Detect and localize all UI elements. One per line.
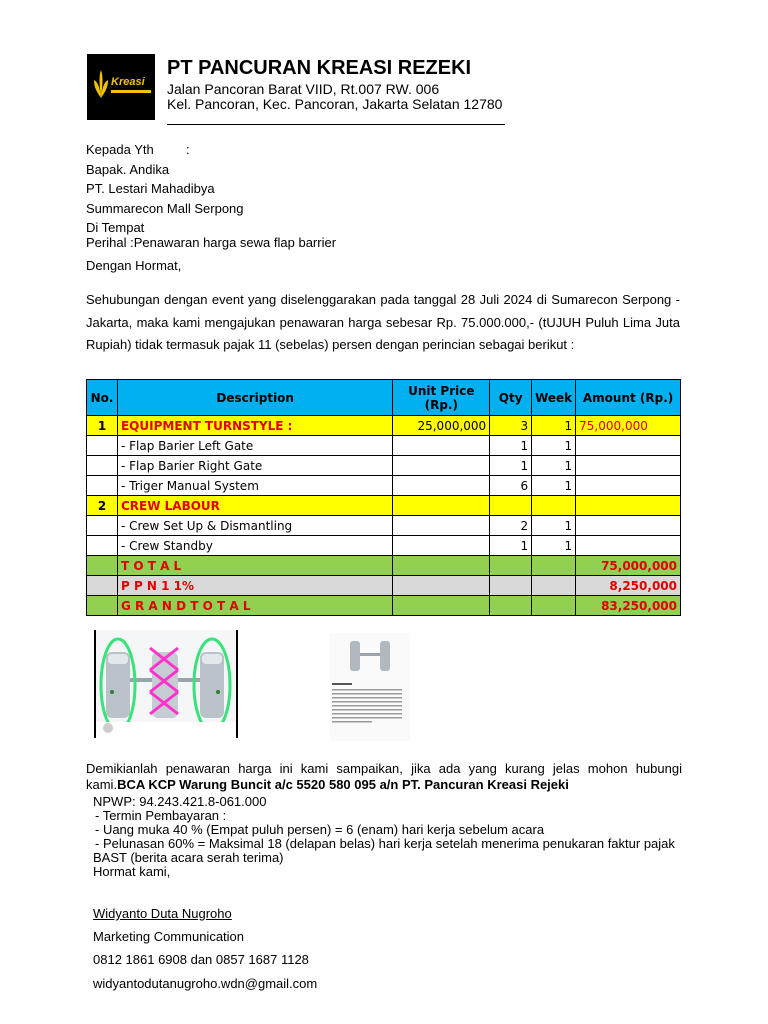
regards: Hormat kami, — [93, 864, 171, 879]
flap-barrier-photo — [94, 630, 238, 738]
table-row — [87, 436, 681, 456]
table-row-total — [87, 556, 681, 576]
flap-barrier-illustration — [96, 630, 236, 738]
table-row-grand-total — [87, 596, 681, 616]
logo-brand-text: Kreasi — [111, 76, 145, 88]
recipient-to-colon: : — [186, 142, 190, 157]
recipient-to-label: Kepada Yth — [86, 142, 154, 157]
logo-underline — [111, 90, 151, 93]
intro-paragraph: Sehubungan dengan event yang diselenggarakan pada tanggal 28 Juli 2024 di Sumarecon Serpong - Jakarta, maka kami mengajukan penawaran harga sebesar Rp. 75.000.000,- (tUJUH Puluh Lima Juta Rupiah) tidak termasuk pajak 11 (sebelas) persen dengan perincian sebagai berikut : — [86, 292, 680, 352]
cell-week: 1 — [532, 516, 576, 536]
cell-week: 1 — [532, 436, 576, 456]
header-amount: Amount (Rp.) — [576, 380, 681, 416]
recipient-place: Summarecon Mall Serpong — [86, 201, 244, 216]
fountain-logo-icon — [92, 68, 110, 100]
grand-total-label: G R A N D T O T A L — [117, 596, 392, 616]
payment-term-2-cont: BAST (berita acara serah terima) — [93, 850, 284, 865]
bank-account: BCA KCP Warung Buncit a/c 5520 580 095 a/n PT. Pancuran Kreasi Rejeki — [117, 777, 569, 792]
recipient-name: Bapak. Andika — [86, 162, 170, 177]
company-address-line2: Kel. Pancoran, Kec. Pancoran, Jakarta Selatan 12780 — [167, 96, 503, 112]
cell-description: - Triger Manual System — [117, 476, 392, 496]
signatory-title: Marketing Communication — [93, 929, 245, 944]
cell-no: 2 — [87, 496, 118, 516]
closing-line1: Demikianlah penawaran harga ini kami sampaikan, jika ada yang kurang jelas mohon hubungi — [86, 761, 682, 776]
header-qty: Qty — [490, 380, 532, 416]
greeting: Dengan Hormat, — [86, 258, 182, 273]
table-row — [87, 476, 681, 496]
signatory-name: Widyanto Duta Nugroho — [93, 906, 232, 921]
closing-line2-prefix: kami. — [86, 777, 118, 792]
cell-qty: 1 — [490, 456, 532, 476]
closing-line2 — [86, 777, 569, 792]
header-description: Description — [117, 380, 392, 416]
spec-sheet-illustration — [330, 633, 410, 741]
table-header-row — [87, 380, 681, 416]
cell-amount: 75,000,000 — [576, 416, 681, 436]
company-address-line1: Jalan Pancoran Barat VIID, Rt.007 RW. 006 — [167, 81, 440, 97]
cell-qty: 1 — [490, 536, 532, 556]
signatory-phone: 0812 1861 6908 dan 0857 1687 1128 — [93, 952, 309, 967]
flap-barrier-spec-sheet — [330, 633, 410, 741]
header-divider — [167, 124, 505, 125]
grand-total-amount: 83,250,000 — [576, 596, 681, 616]
cell-qty: 2 — [490, 516, 532, 536]
cell-week: 1 — [532, 456, 576, 476]
payment-terms-title: - Termin Pembayaran : — [95, 808, 227, 823]
cell-unit-price: 25,000,000 — [393, 416, 490, 436]
cell-description: - Crew Standby — [117, 536, 392, 556]
cell-qty: 6 — [490, 476, 532, 496]
ppn-label: P P N 1 1% — [117, 576, 392, 596]
header-no: No. — [87, 380, 118, 416]
table-row-section-equipment — [87, 416, 681, 436]
cell-description: - Crew Set Up & Dismantling — [117, 516, 392, 536]
cell-description: - Flap Barier Right Gate — [117, 456, 392, 476]
header-unit-price: Unit Price (Rp.) — [393, 380, 490, 416]
company-logo — [87, 54, 155, 120]
header-week: Week — [532, 380, 576, 416]
table-row-section-crew — [87, 496, 681, 516]
company-name: PT PANCURAN KREASI REZEKI — [167, 57, 472, 79]
table-row — [87, 536, 681, 556]
price-table — [86, 379, 681, 616]
signatory-email: widyantodutanugroho.wdn@gmail.com — [93, 976, 318, 991]
total-amount: 75,000,000 — [576, 556, 681, 576]
cell-qty: 1 — [490, 436, 532, 456]
cell-week: 1 — [532, 536, 576, 556]
cell-no: 1 — [87, 416, 118, 436]
table-row-ppn — [87, 576, 681, 596]
table-row — [87, 516, 681, 536]
ppn-amount: 8,250,000 — [576, 576, 681, 596]
cell-description: CREW LABOUR — [117, 496, 392, 516]
cell-qty: 3 — [490, 416, 532, 436]
cell-week: 1 — [532, 476, 576, 496]
total-label: T O T A L — [117, 556, 392, 576]
cell-description: - Flap Barier Left Gate — [117, 436, 392, 456]
cell-week: 1 — [532, 416, 576, 436]
payment-term-2: - Pelunasan 60% = Maksimal 18 (delapan belas) hari kerja setelah menerima penukaran faktur pajak — [95, 836, 675, 851]
letter-subject: Perihal :Penawaran harga sewa flap barrier — [86, 235, 337, 250]
npwp: NPWP: 94.243.421.8-061.000 — [93, 794, 267, 809]
recipient-company: PT. Lestari Mahadibya — [86, 181, 215, 196]
cell-description: EQUIPMENT TURNSTYLE : — [117, 416, 392, 436]
recipient-location: Di Tempat — [86, 220, 145, 235]
table-row — [87, 456, 681, 476]
payment-term-1: - Uang muka 40 % (Empat puluh persen) = 6 (enam) hari kerja sebelum acara — [95, 822, 545, 837]
